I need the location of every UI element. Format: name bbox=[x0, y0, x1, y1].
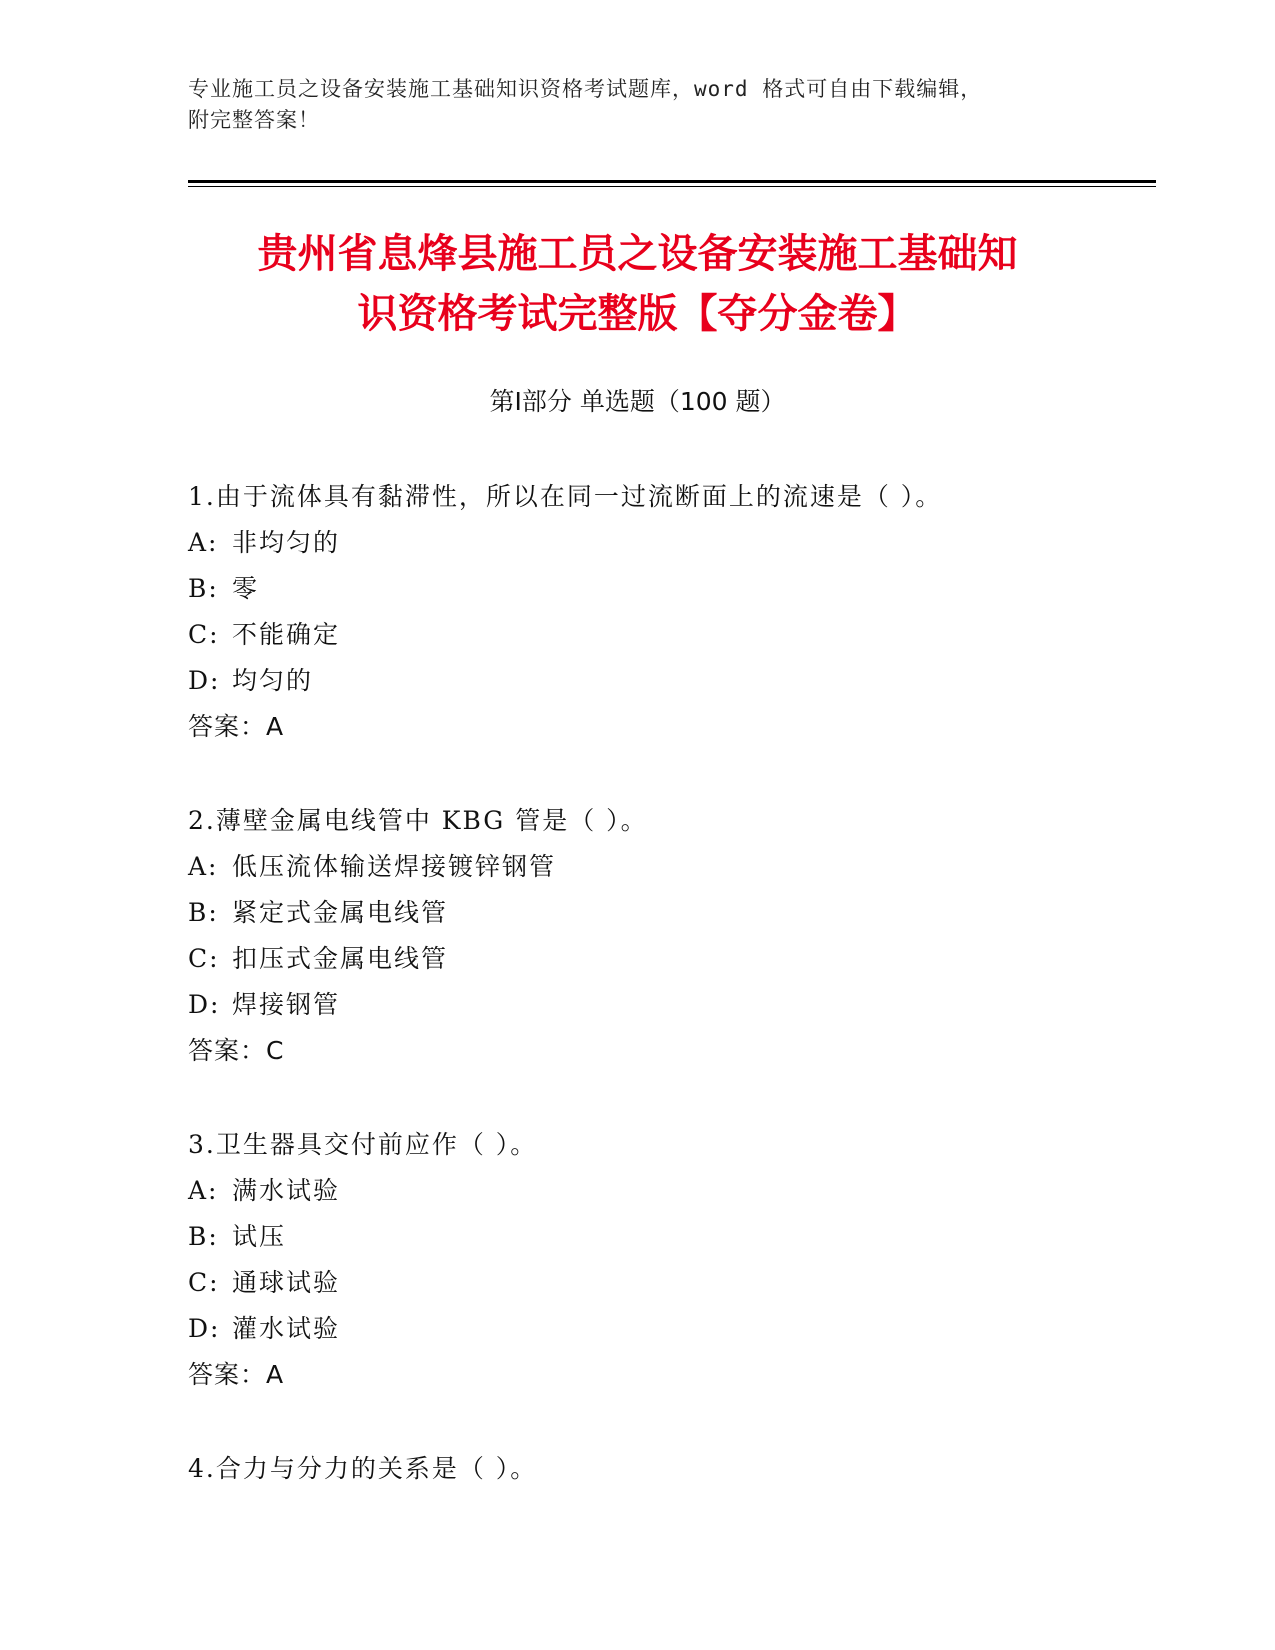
option-b bbox=[188, 890, 1148, 936]
option-c bbox=[188, 936, 1148, 982]
header-note bbox=[188, 74, 1088, 136]
option-text: 焊接钢管 bbox=[232, 990, 341, 1019]
option-key: B: bbox=[188, 574, 219, 603]
document-title bbox=[160, 224, 1115, 344]
option-key: A: bbox=[188, 528, 219, 557]
option-text: 紧定式金属电线管 bbox=[232, 898, 449, 927]
option-key: B: bbox=[188, 898, 219, 927]
question-3 bbox=[188, 1122, 1148, 1398]
header-divider-thin bbox=[188, 186, 1156, 187]
option-key: D: bbox=[188, 990, 221, 1019]
answer-line: 答案：C bbox=[188, 1036, 285, 1065]
option-a bbox=[188, 520, 1148, 566]
option-text: 扣压式金属电线管 bbox=[232, 944, 449, 973]
header-divider-thick bbox=[188, 180, 1156, 183]
document-title-line-2: 识资格考试完整版【夺分金卷】 bbox=[357, 291, 918, 337]
option-key: A: bbox=[188, 1176, 219, 1205]
option-d bbox=[188, 982, 1148, 1028]
option-text: 灌水试验 bbox=[232, 1314, 341, 1343]
option-text: 通球试验 bbox=[232, 1268, 341, 1297]
header-note-line-2: 附完整答案！ bbox=[188, 108, 320, 132]
question-1 bbox=[188, 474, 1148, 750]
question-4 bbox=[188, 1446, 1148, 1492]
section-heading: 第Ⅰ部分 单选题（100 题） bbox=[489, 387, 786, 416]
option-key: C: bbox=[188, 944, 220, 973]
option-text: 不能确定 bbox=[232, 620, 341, 649]
option-text: 零 bbox=[232, 574, 260, 603]
option-text: 非均匀的 bbox=[232, 528, 341, 557]
question-stem: 3.卫生器具交付前应作（ ）。 bbox=[188, 1130, 538, 1159]
option-d bbox=[188, 658, 1148, 704]
option-key: C: bbox=[188, 1268, 220, 1297]
document-title-line-1: 贵州省息烽县施工员之设备安装施工基础知 bbox=[257, 231, 1018, 277]
option-b bbox=[188, 1214, 1148, 1260]
option-key: A: bbox=[188, 852, 219, 881]
answer-line: 答案：A bbox=[188, 1360, 285, 1389]
question-2 bbox=[188, 798, 1148, 1074]
option-key: D: bbox=[188, 666, 221, 695]
option-text: 试压 bbox=[232, 1222, 287, 1251]
option-d bbox=[188, 1306, 1148, 1352]
option-text: 低压流体输送焊接镀锌钢管 bbox=[232, 852, 557, 881]
option-key: B: bbox=[188, 1222, 219, 1251]
header-note-line-1: 专业施工员之设备安装施工基础知识资格考试题库，word 格式可自由下载编辑， bbox=[188, 77, 983, 101]
question-stem: 4.合力与分力的关系是（ ）。 bbox=[188, 1454, 538, 1483]
option-c bbox=[188, 1260, 1148, 1306]
option-c bbox=[188, 612, 1148, 658]
option-key: C: bbox=[188, 620, 220, 649]
option-text: 均匀的 bbox=[232, 666, 314, 695]
question-stem: 1.由于流体具有黏滞性，所以在同一过流断面上的流速是（ ）。 bbox=[188, 482, 943, 511]
question-list bbox=[188, 474, 1148, 1540]
option-a bbox=[188, 844, 1148, 890]
answer-line: 答案：A bbox=[188, 712, 285, 741]
option-b bbox=[188, 566, 1148, 612]
option-text: 满水试验 bbox=[232, 1176, 341, 1205]
question-stem: 2.薄壁金属电线管中 KBG 管是（ ）。 bbox=[188, 806, 648, 835]
option-key: D: bbox=[188, 1314, 221, 1343]
option-a bbox=[188, 1168, 1148, 1214]
